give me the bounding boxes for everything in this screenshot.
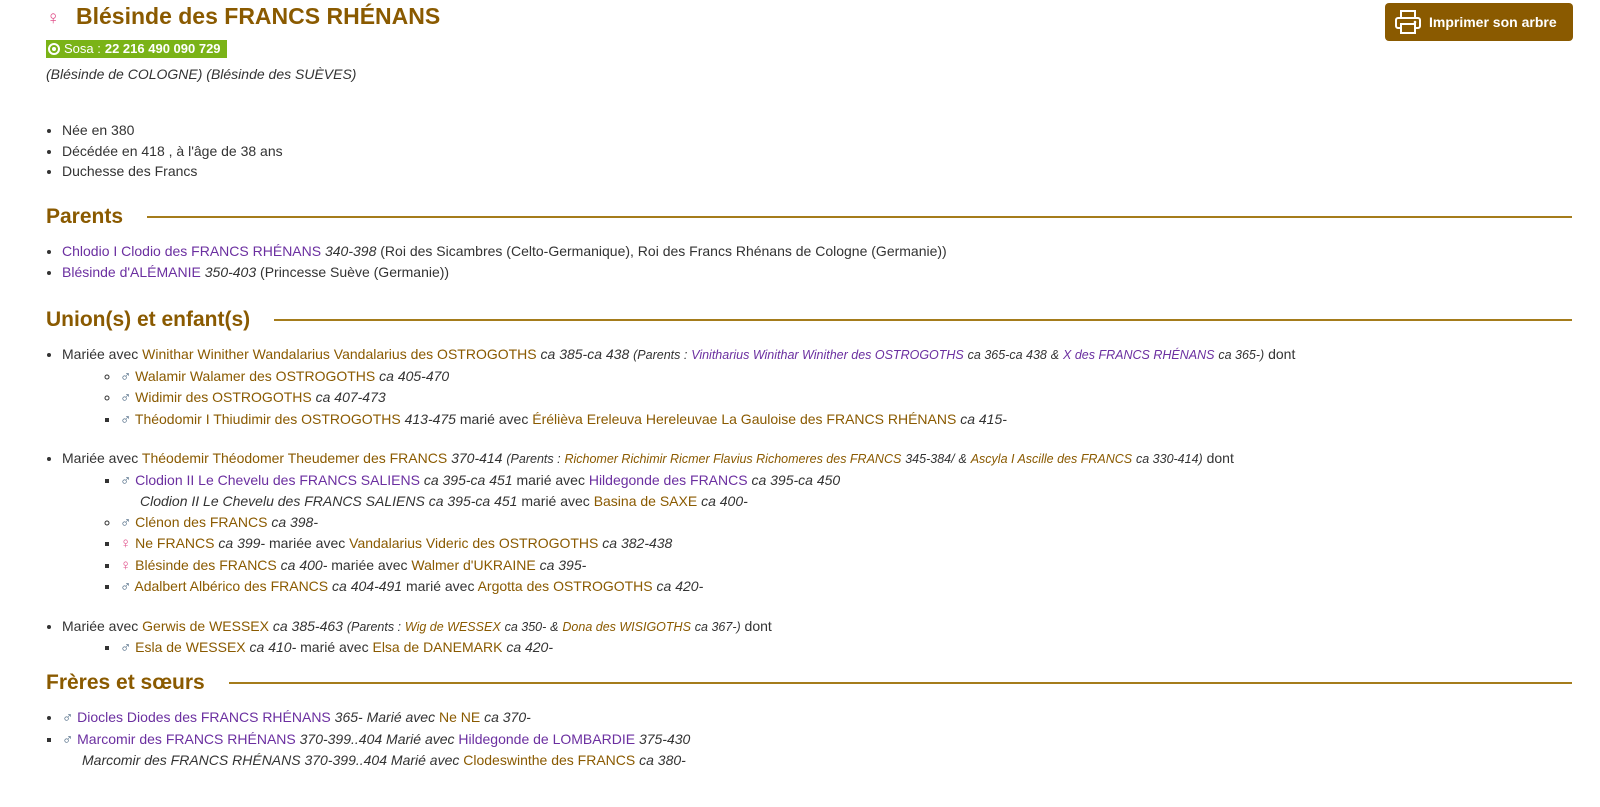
child-item: [120, 409, 1295, 431]
union-item: [62, 616, 1295, 659]
spouse-mother-link[interactable]: Dona des WISIGOTHS: [562, 619, 691, 634]
child-spouse-link[interactable]: Basina de SAXE: [593, 493, 698, 509]
child-spouse-link[interactable]: Érélièva Ereleuva Hereleuvae La Gauloise des FRANCS RHÉNANS: [532, 410, 957, 427]
dates: ca 365-): [1218, 348, 1265, 362]
married-text: Marié avec: [386, 730, 455, 747]
ampersand: &: [550, 619, 559, 634]
list-item: [62, 241, 947, 262]
married-text: Marié avec: [390, 752, 460, 768]
dates: ca 400-: [701, 493, 748, 509]
sosa-number: 22 216 490 090 729: [104, 41, 221, 56]
male-icon: ♂: [62, 730, 74, 748]
child-link[interactable]: Ne FRANCS: [135, 535, 215, 551]
spouse-father-link[interactable]: Vinitharius Winithar Winither des OSTROGOTHS: [691, 348, 964, 362]
parents-open: (Parents :: [346, 619, 402, 634]
parents-open: (Parents :: [633, 348, 688, 362]
dates: ca 395-ca 451: [428, 493, 518, 509]
male-icon: ♂: [120, 578, 132, 595]
spouse-mother-link[interactable]: X des FRANCS RHÉNANS: [1063, 348, 1215, 362]
dates: ca 365-ca 438: [967, 348, 1047, 362]
parents-list: [46, 241, 947, 282]
married-text: marié avec: [405, 578, 475, 594]
fact-birth: • Née en 380: [62, 120, 283, 141]
print-tree-label: Imprimer son arbre: [1429, 14, 1557, 30]
sibling-spouse-link[interactable]: Hildegonde de LOMBARDIE: [458, 730, 636, 747]
sibling-spouse-link[interactable]: Clodeswinthe des FRANCS: [463, 752, 636, 768]
child-link[interactable]: Blésinde des FRANCS: [135, 556, 277, 573]
child-link[interactable]: Widimir des OSTROGOTHS: [135, 389, 312, 405]
dates: 365-: [334, 709, 363, 725]
siblings-list: [46, 707, 690, 771]
sibling-link[interactable]: Diocles Diodes des FRANCS RHÉNANS: [77, 709, 331, 725]
printer-icon: [1395, 10, 1421, 34]
child-item: [120, 512, 1295, 534]
child-link[interactable]: Walamir Walamer des OSTROGOTHS: [135, 367, 376, 384]
dates: ca 400-: [280, 556, 328, 573]
female-icon: ♀: [46, 8, 61, 29]
spouse-link[interactable]: Gerwis de WESSEX: [142, 617, 269, 634]
married-text: marié avec: [521, 493, 590, 509]
facts-list: [46, 120, 283, 182]
children-list: [62, 366, 1295, 431]
child-spouse-link[interactable]: Walmer d'UKRAINE: [411, 556, 536, 573]
male-icon: ♂: [120, 367, 132, 385]
child-name: Clodion II Le Chevelu des FRANCS SALIENS: [140, 493, 425, 509]
spouse-link[interactable]: Théodemir Théodomer Theudemer des FRANCS: [141, 450, 448, 466]
male-icon: ♂: [62, 709, 74, 726]
child-link[interactable]: Adalbert Albérico des FRANCS: [134, 578, 329, 594]
dates: ca 395-: [539, 556, 587, 573]
child-item: [120, 533, 1295, 555]
aliases: (Blésinde de COLOGNE) (Blésinde des SUÈVES): [46, 66, 357, 82]
child-spouse-link[interactable]: Vandalarius Videric des OSTROGOTHS: [349, 535, 599, 551]
dates: ca 370-: [484, 709, 531, 725]
male-icon: ♂: [120, 513, 132, 531]
dates: ca 395-ca 450: [751, 471, 841, 488]
union-prefix: Mariée avec: [62, 450, 139, 466]
sibling-item: [62, 707, 690, 729]
sibling-item: [62, 729, 690, 771]
dates: 350-403: [204, 263, 257, 280]
sosa-badge: [46, 40, 227, 58]
spouse-link[interactable]: Winithar Winither Wandalarius Vandalarius des OSTROGOTHS: [142, 346, 537, 362]
parent-title: (Princesse Suève (Germanie)): [260, 263, 450, 280]
male-icon: ♂: [120, 389, 132, 406]
dates: 340-398: [324, 243, 377, 259]
spouse-father-link[interactable]: Wig de WESSEX: [404, 619, 501, 634]
parent-title: (Roi des Sicambres (Celto-Germanique), Roi des Francs Rhénans de Cologne (Germanie)): [380, 243, 947, 259]
child-item: [120, 387, 1295, 409]
union-item: [62, 344, 1295, 430]
print-tree-button[interactable]: [1385, 3, 1573, 41]
union-item: [62, 448, 1295, 598]
parents-open: (Parents :: [506, 452, 561, 466]
dates: ca 420-: [506, 639, 554, 655]
parent-link[interactable]: Chlodio I Clodio des FRANCS RHÉNANS: [62, 243, 322, 259]
child-link[interactable]: Clodion II Le Chevelu des FRANCS SALIENS: [135, 471, 420, 488]
child-spouse-link[interactable]: Argotta des OSTROGOTHS: [477, 578, 653, 594]
dates: ca 405-470: [379, 367, 450, 384]
spouse-father-link[interactable]: Richomer Richimir Ricmer Flavius Richomeres des FRANCS: [564, 452, 902, 466]
dates: 370-399..404: [299, 730, 383, 747]
divider: [229, 682, 1572, 684]
child-link[interactable]: Clénon des FRANCS: [135, 513, 268, 530]
siblings-heading: [46, 671, 1572, 695]
female-icon: ♀: [120, 556, 132, 574]
dates: ca 410-: [249, 639, 297, 655]
married-text: mariée avec: [268, 535, 346, 551]
second-marriage-line: [62, 750, 690, 771]
dates: 370-399..404: [304, 752, 388, 768]
married-text: marié avec: [300, 639, 369, 655]
dates: ca 385-ca 438: [540, 346, 630, 362]
child-spouse-link[interactable]: Hildegonde des FRANCS: [588, 471, 748, 488]
sosa-target-icon: [48, 43, 60, 55]
married-text: marié avec: [459, 410, 529, 427]
sibling-spouse-link[interactable]: Ne NE: [438, 709, 481, 725]
female-icon: ♀: [120, 535, 132, 552]
dates: ca 330-414): [1135, 452, 1203, 466]
child-item: [120, 637, 1295, 659]
dont-text: dont: [1268, 346, 1296, 362]
children-list: [62, 470, 1295, 598]
child-item: [120, 555, 1295, 577]
dates: ca 420-: [656, 578, 704, 594]
unions-title: Union(s) et enfant(s): [46, 308, 251, 331]
child-spouse-link[interactable]: Elsa de DANEMARK: [372, 639, 503, 655]
dates: ca 382-438: [602, 535, 673, 551]
page-title: Blésinde des FRANCS RHÉNANS: [76, 3, 441, 29]
list-item: [62, 262, 947, 283]
male-icon: ♂: [120, 471, 132, 489]
male-icon: ♂: [120, 410, 132, 428]
male-icon: ♂: [120, 639, 132, 656]
child-link[interactable]: Esla de WESSEX: [135, 639, 246, 655]
fact-death: • Décédée en 418 , à l'âge de 38 ans: [62, 141, 283, 162]
dates: 375-430: [638, 730, 691, 747]
dates: ca 398-: [271, 513, 319, 530]
sibling-name: Marcomir des FRANCS RHÉNANS: [82, 752, 301, 768]
ampersand: &: [958, 452, 967, 466]
child-link[interactable]: Théodomir I Thiudimir des OSTROGOTHS: [134, 410, 401, 427]
ampersand: &: [1050, 348, 1060, 362]
parents-title: Parents: [46, 205, 124, 228]
married-text: mariée avec: [331, 556, 408, 573]
dont-text: dont: [744, 617, 772, 634]
sibling-link[interactable]: Marcomir des FRANCS RHÉNANS: [77, 730, 296, 747]
divider: [147, 216, 1572, 218]
dates: 370-414: [451, 450, 503, 466]
children-list: [62, 637, 1295, 659]
siblings-title: Frères et sœurs: [46, 671, 205, 694]
married-text: marié avec: [516, 471, 585, 488]
dates: ca 385-463: [272, 617, 343, 634]
fact-title: • Duchesse des Francs: [62, 161, 283, 182]
child-item: [120, 470, 1295, 512]
union-prefix: Mariée avec: [62, 617, 139, 634]
dates: ca 367-): [694, 619, 741, 634]
child-item: [120, 576, 1295, 598]
union-prefix: Mariée avec: [62, 346, 139, 362]
unions-list: [46, 344, 1295, 659]
dates: 413-475: [404, 410, 456, 427]
dont-text: dont: [1206, 450, 1234, 466]
unions-heading: [46, 308, 1572, 332]
dates: ca 350-: [504, 619, 547, 634]
second-marriage-line: [120, 491, 1295, 512]
dates: ca 404-491: [332, 578, 403, 594]
married-text: Marié avec: [366, 709, 436, 725]
dates: ca 395-ca 451: [423, 471, 513, 488]
spouse-mother-link[interactable]: Ascyla I Ascille des FRANCS: [970, 452, 1133, 466]
divider: [274, 319, 1572, 321]
sosa-label: Sosa :: [64, 41, 101, 56]
dates: ca 380-: [639, 752, 686, 768]
dates: ca 407-473: [315, 389, 386, 405]
parents-heading: [46, 205, 1572, 229]
parent-link[interactable]: Blésinde d'ALÉMANIE: [62, 263, 201, 280]
dates: ca 399-: [218, 535, 266, 551]
dates: 345-384/: [905, 452, 955, 466]
dates: ca 415-: [960, 410, 1007, 427]
child-item: [120, 366, 1295, 388]
